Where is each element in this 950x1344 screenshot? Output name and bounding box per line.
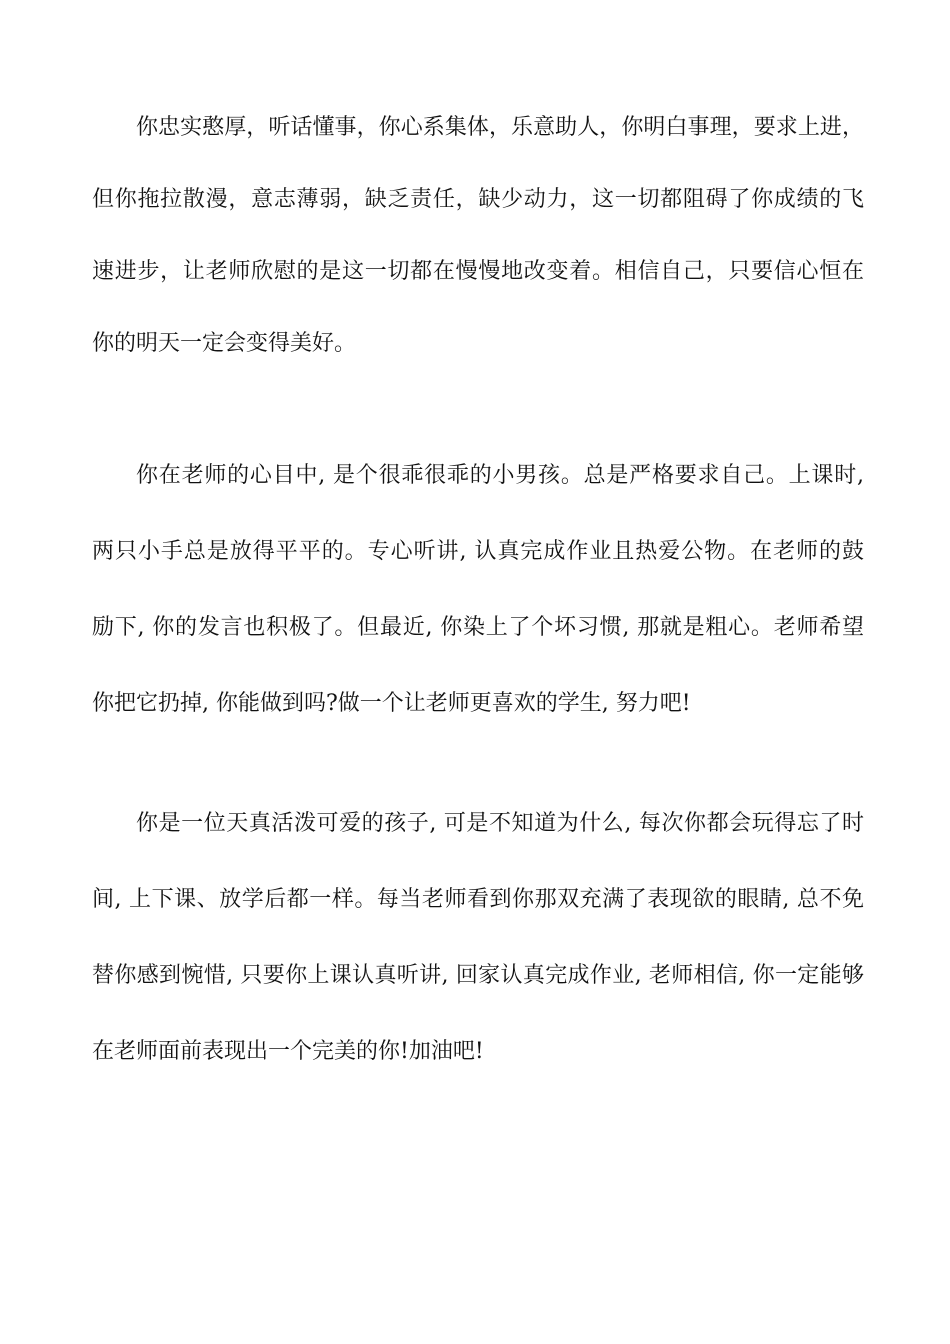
paragraph-line: 但你拖拉散漫，意志薄弱，缺乏责任，缺少动力，这一切都阻碍了你成绩的飞 — [92, 187, 864, 212]
paragraph-line: 励下, 你的发言也积极了。但最近, 你染上了个坏习惯, 那就是粗心。老师希望 — [92, 615, 864, 640]
paragraph-line: 两只小手总是放得平平的。专心听讲, 认真完成作业且热爱公物。在老师的鼓 — [92, 539, 864, 564]
paragraph-line: 间, 上下课、放学后都一样。每当老师看到你那双充满了表现欲的眼睛, 总不免 — [92, 887, 864, 912]
paragraph-line: 速进步，让老师欣慰的是这一切都在慢慢地改变着。相信自己，只要信心恒在 — [92, 259, 864, 284]
paragraph-line: 在老师面前表现出一个完美的你!加油吧! — [92, 1039, 484, 1064]
paragraph-line: 你的明天一定会变得美好。 — [92, 331, 357, 356]
paragraph-line: 你把它扔掉, 你能做到吗?做一个让老师更喜欢的学生, 努力吧! — [92, 691, 691, 716]
paragraph-line: 替你感到惋惜, 只要你上课认真听讲, 回家认真完成作业, 老师相信, 你一定能够 — [92, 963, 864, 988]
paragraph-line: 你在老师的心目中, 是个很乖很乖的小男孩。总是严格要求自己。上课时, — [136, 463, 864, 488]
paragraph-line: 你忠实憨厚，听话懂事，你心系集体，乐意助人，你明白事理，要求上进， — [136, 115, 864, 140]
paragraph-line: 你是一位天真活泼可爱的孩子, 可是不知道为什么, 每次你都会玩得忘了时 — [136, 811, 864, 836]
